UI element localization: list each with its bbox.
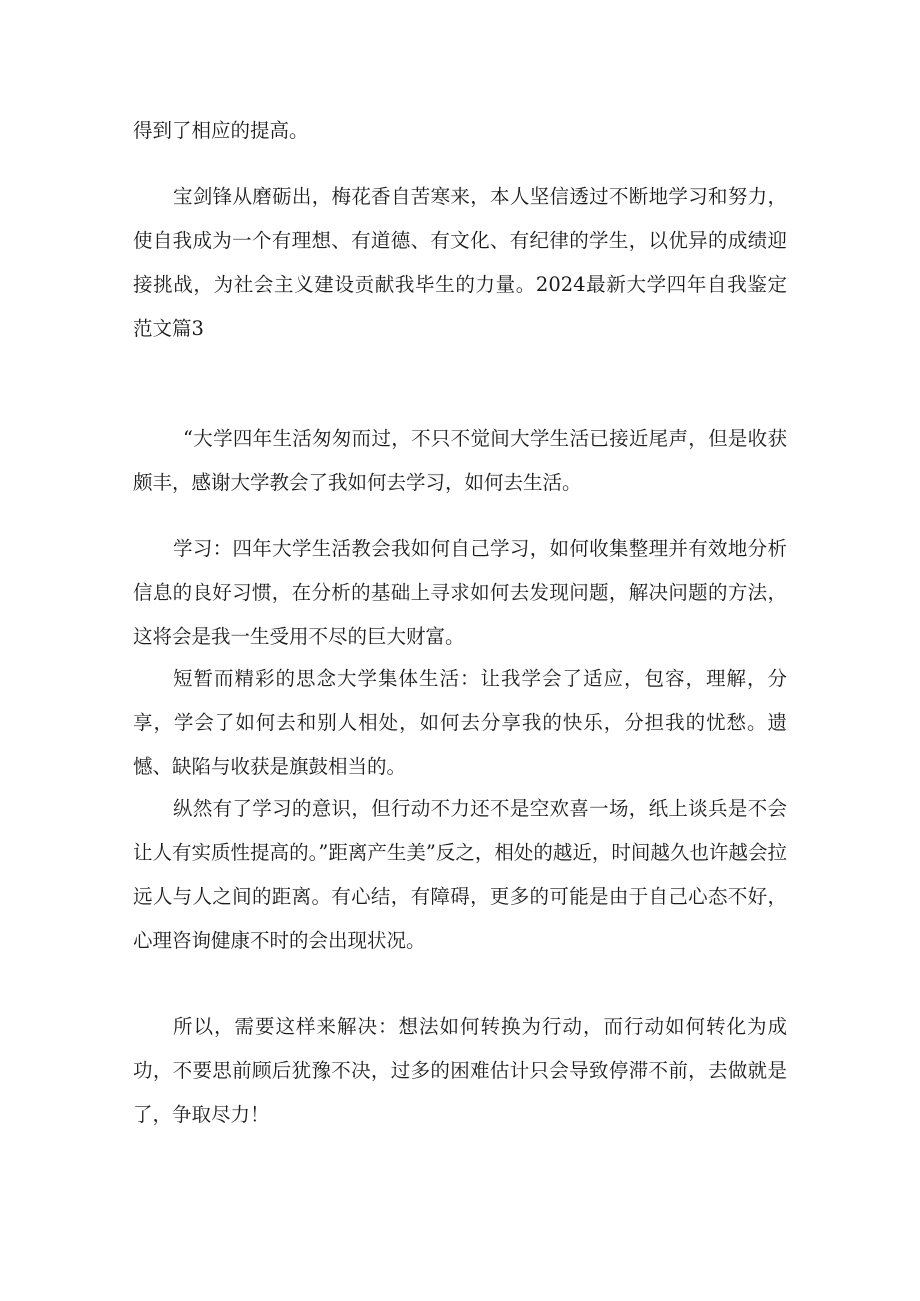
paragraph-university-life: “大学四年生活匆匆而过，不只不觉间大学生活已接近尾声，但是收获颇丰，感谢大学教会了我如何去学习，如何去生活。 xyxy=(133,427,787,494)
paragraph-collective-life: 短暂而精彩的思念大学集体生活：让我学会了适应，包容，理解，分享，学会了如何去和别人相处，如何去分享我的快乐，分担我的忧愁。遗憾、缺陷与收获是旗鼓相当的。 xyxy=(133,667,787,778)
paragraph-continuation: 得到了相应的提高。 xyxy=(133,119,309,142)
paragraph-awareness: 纵然有了学习的意识，但行动不力还不是空欢喜一场，纸上谈兵是不会让人有实质性提高的。”距离产生美”反之，相处的越近，时间越久也许越会拉远人与人之间的距离。有心结，有障碍，更多的可能是由于自己心态不好，心理咨询健康不时的会出现状况。 xyxy=(133,797,787,952)
paragraph-study: 学习：四年大学生活教会我如何自己学习，如何收集整理并有效地分析信息的良好习惯，在分析的基础上寻求如何去发现问题，解决问题的方法，这将会是我一生受用不尽的巨大财富。 xyxy=(133,537,787,648)
paragraph-solution: 所以，需要这样来解决：想法如何转换为行动，而行动如何转化为成功，不要思前顾后犹豫不决，过多的困难估计只会导致停滞不前，去做就是了，争取尽力！ xyxy=(133,1015,787,1126)
paragraph-sword-plum: 宝剑锋从磨砺出，梅花香自苦寒来，本人坚信透过不断地学习和努力，使自我成为一个有理想、有道德、有文化、有纪律的学生，以优异的成绩迎接挑战，为社会主义建设贡献我毕生的力量。2024最新大学四年自我鉴定范文篇3 xyxy=(133,185,787,340)
